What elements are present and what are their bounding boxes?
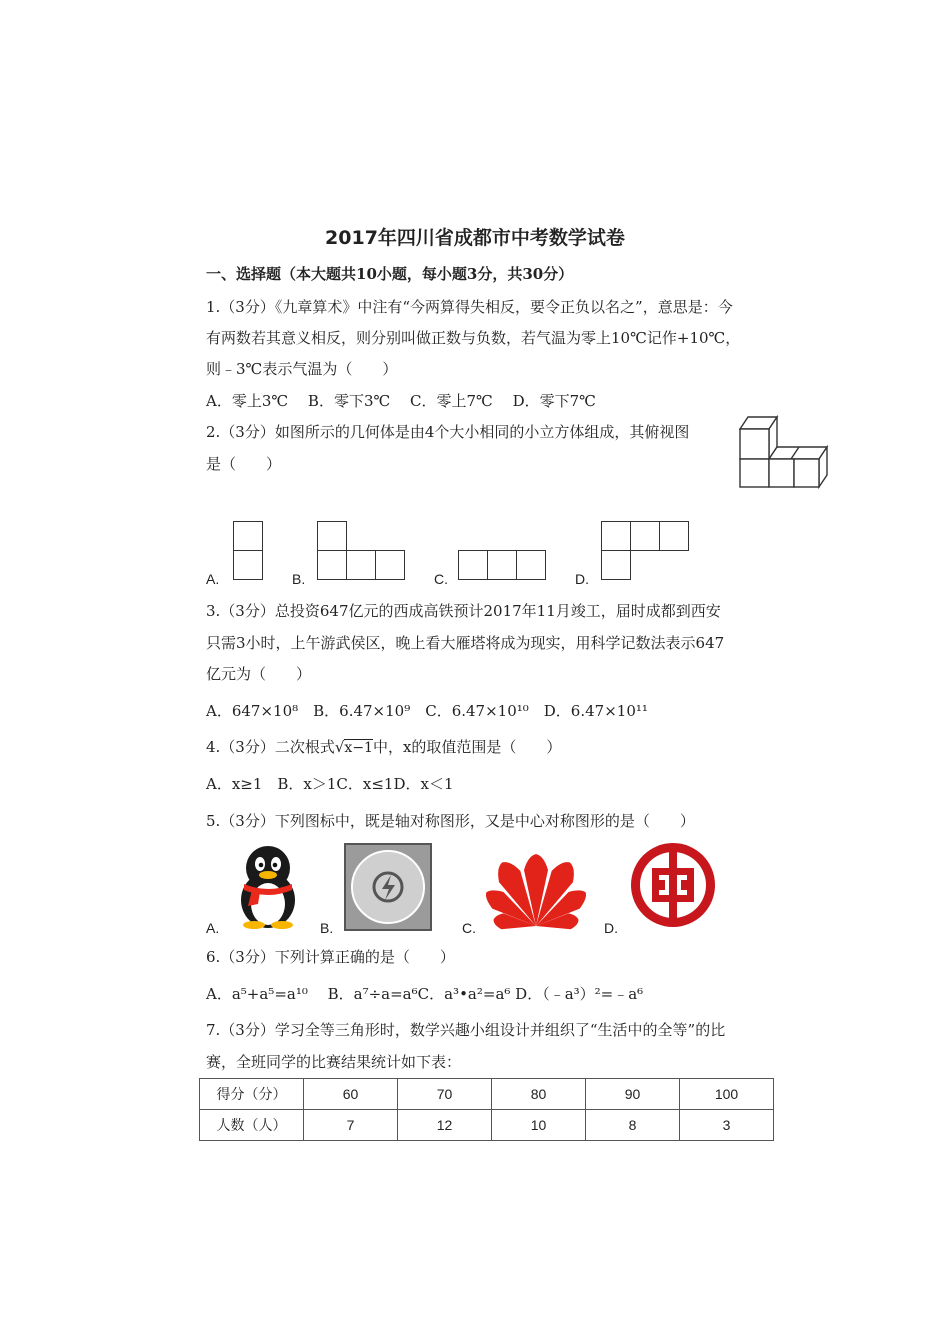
- q4-suffix: 中，x的取值范围是（ ）: [372, 738, 562, 756]
- table-cell: 7: [304, 1110, 398, 1141]
- q1-line-3: 则﹣3℃表示气温为（ ）: [206, 360, 398, 378]
- q6-line-1: 6.（3分）下列计算正确的是（ ）: [206, 948, 455, 966]
- q2-option-b-label: B.: [292, 571, 306, 587]
- table-cell: 12: [398, 1110, 492, 1141]
- icbc-logo-icon: [628, 840, 718, 930]
- page-title: 2017年四川省成都市中考数学试卷: [325, 227, 625, 249]
- table-cell: 100: [680, 1079, 774, 1110]
- q4-line-1: [206, 737, 561, 758]
- q2-option-c-label: C.: [434, 571, 448, 587]
- section-heading: 一、选择题（本大题共10小题，每小题3分，共30分）: [206, 265, 574, 283]
- q2-line-2: 是（ ）: [206, 455, 282, 473]
- table-cell: 得分（分）: [200, 1079, 304, 1110]
- huawei-logo-icon: [486, 850, 586, 930]
- table-row: [200, 1110, 774, 1141]
- cube-solid-figure: [735, 412, 835, 492]
- score-table: [199, 1078, 774, 1141]
- table-cell: 10: [492, 1110, 586, 1141]
- q7-line-1: 7.（3分）学习全等三角形时，数学兴趣小组设计并组织了“生活中的全等”的比: [206, 1021, 726, 1039]
- table-cell: 3: [680, 1110, 774, 1141]
- q5-line-1: 5.（3分）下列图标中，既是轴对称图形，又是中心对称图形的是（ ）: [206, 812, 695, 830]
- q4-options: A．x≥1 B．x＞1C．x≤1D．x＜1: [206, 775, 454, 793]
- q6-options: A．a⁵+a⁵=a¹⁰ B．a⁷÷a=a⁶C．a³•a²=a⁶ D．（﹣a³）²=﹣a⁶: [206, 985, 644, 1003]
- q3-line-2: 只需3小时，上午游武侯区，晚上看大雁塔将成为现实，用科学记数法表示647: [206, 634, 725, 652]
- q4-radicand: x−1: [344, 740, 373, 756]
- q4-prefix: 4.（3分）二次根式: [206, 738, 335, 756]
- table-cell: 80: [492, 1079, 586, 1110]
- table-cell: 90: [586, 1079, 680, 1110]
- q2-option-a-label: A.: [206, 571, 220, 587]
- sqrt-sign: √: [334, 738, 345, 756]
- table-row: [200, 1079, 774, 1110]
- qq-penguin-icon: [230, 842, 306, 930]
- q1-line-2: 有两数若其意义相反，则分别叫做正数与负数，若气温为零上10℃记作+10℃，: [206, 329, 741, 347]
- table-cell: 70: [398, 1079, 492, 1110]
- q3-options: A．647×10⁸ B．6.47×10⁹ C．6.47×10¹⁰ D．6.47×10¹¹: [206, 702, 648, 720]
- q5-option-d-label: D.: [604, 920, 618, 936]
- q3-line-1: 3.（3分）总投资647亿元的西成高铁预计2017年11月竣工，届时成都到西安: [206, 602, 721, 620]
- q1-line-1: 1.（3分）《九章算术》中注有“今两算得失相反，要令正负以名之”，意思是：今: [206, 298, 733, 316]
- q5-option-b-label: B.: [320, 920, 334, 936]
- q5-option-a-label: A.: [206, 920, 220, 936]
- q5-option-c-label: C.: [462, 920, 476, 936]
- q2-line-1: 2.（3分）如图所示的几何体是由4个大小相同的小立方体组成，其俯视图: [206, 423, 690, 441]
- table-cell: 60: [304, 1079, 398, 1110]
- q7-line-2: 赛，全班同学的比赛结果统计如下表：: [206, 1053, 462, 1071]
- power-disc-icon: [344, 843, 432, 931]
- q3-line-3: 亿元为（ ）: [206, 665, 312, 683]
- q1-options: A．零上3℃ B．零下3℃ C．零上7℃ D．零下7℃: [206, 392, 596, 410]
- table-cell: 8: [586, 1110, 680, 1141]
- table-cell: 人数（人）: [200, 1110, 304, 1141]
- q2-option-d-label: D.: [575, 571, 589, 587]
